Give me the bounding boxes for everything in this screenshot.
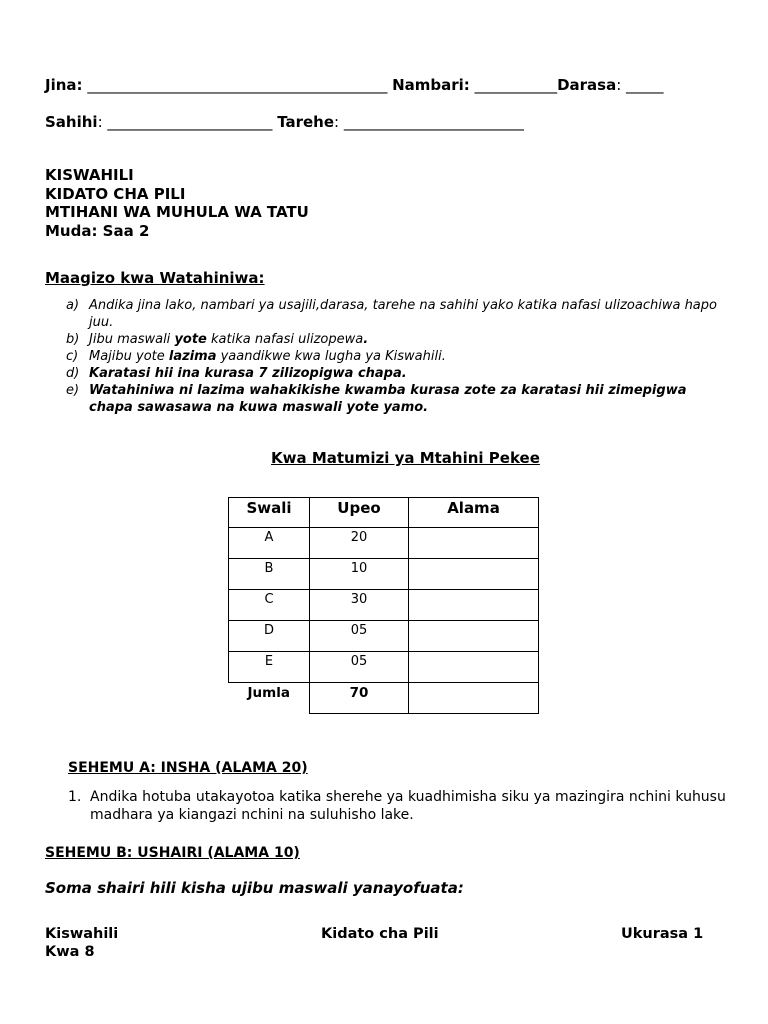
- alama-cell[interactable]: [409, 652, 539, 683]
- instruction-emphasis: .: [363, 332, 369, 347]
- instruction-item: [66, 365, 726, 382]
- total-value: 70: [310, 683, 409, 714]
- swali-cell: E: [229, 652, 310, 683]
- section-b-heading: SEHEMU B: USHAIRI (ALAMA 10): [45, 845, 300, 861]
- form-title: KIDATO CHA PILI: [45, 184, 186, 203]
- section-b-instruction: Soma shairi hili kisha ujibu maswali yanayofuata:: [45, 879, 464, 897]
- section-a-heading: SEHEMU A: INSHA (ALAMA 20): [68, 760, 308, 776]
- upeo-cell: 10: [310, 559, 409, 590]
- table-row: [229, 590, 539, 621]
- nambari-field[interactable]: ___________: [474, 76, 558, 94]
- section-a-question: [68, 788, 728, 824]
- instruction-marker: b): [66, 332, 80, 347]
- swali-cell: B: [229, 559, 310, 590]
- instruction-text-part: Majibu yote: [89, 349, 169, 364]
- instruction-marker: a): [66, 298, 80, 313]
- instruction-item: [66, 331, 726, 348]
- instruction-text: Karatasi hii ina kurasa 7 zilizopigwa chapa.: [89, 366, 407, 381]
- instruction-item: [66, 382, 726, 416]
- column-header-alama: Alama: [409, 498, 539, 528]
- instruction-marker: e): [66, 383, 80, 398]
- tarehe-field[interactable]: : ________________________: [334, 113, 524, 131]
- time-allowed: Muda: Saa 2: [45, 221, 150, 240]
- swali-cell: D: [229, 621, 310, 652]
- instruction-text-part: yaandikwe kwa lugha ya Kiswahili.: [216, 349, 446, 364]
- total-label: Jumla: [247, 685, 290, 701]
- darasa-field[interactable]: : _____: [616, 76, 664, 94]
- instructions-heading: Maagizo kwa Watahiniwa:: [45, 269, 265, 287]
- instruction-text: Watahiniwa ni lazima wahakikishe kwamba kurasa zote za karatasi hii zimepigwa chapa sawasawa na kuwa maswali yote yamo.: [89, 383, 687, 415]
- footer-subject: Kiswahili: [45, 926, 119, 942]
- jina-label: Jina:: [45, 76, 83, 94]
- column-header-upeo: Upeo: [310, 498, 409, 528]
- instruction-text: [89, 348, 726, 365]
- footer-page-number: Ukurasa 1: [621, 926, 704, 942]
- instruction-emphasis: lazima: [168, 349, 217, 364]
- jina-field[interactable]: ________________________________________: [87, 76, 388, 94]
- footer-center: Kidato cha Pili: [321, 926, 439, 942]
- alama-cell[interactable]: [409, 528, 539, 559]
- alama-cell[interactable]: [409, 621, 539, 652]
- sahihi-field[interactable]: : ______________________: [97, 113, 273, 131]
- instruction-text-part: katika nafasi ulizopewa: [206, 332, 364, 347]
- subject-title: KISWAHILI: [45, 166, 134, 184]
- table-row: [229, 621, 539, 652]
- table-row: [229, 559, 539, 590]
- total-alama-cell[interactable]: [409, 683, 539, 714]
- exam-title-block: [45, 166, 309, 240]
- footer-left: [45, 925, 118, 961]
- instruction-text-part: Jibu maswali: [89, 332, 175, 347]
- upeo-cell: 20: [310, 528, 409, 559]
- header-line-2: [45, 113, 524, 131]
- header-line-1: [45, 76, 664, 94]
- sahihi-label: Sahihi: [45, 113, 98, 131]
- alama-cell[interactable]: [409, 559, 539, 590]
- darasa-label: Darasa: [557, 76, 617, 94]
- upeo-cell: 05: [310, 621, 409, 652]
- instruction-emphasis: yote: [174, 332, 207, 347]
- swali-cell: C: [229, 590, 310, 621]
- instructions-list: [66, 297, 726, 416]
- instruction-item: [66, 297, 726, 331]
- table-header-row: [229, 498, 539, 528]
- instruction-marker: d): [66, 366, 80, 381]
- upeo-cell: 05: [310, 652, 409, 683]
- table-total-row: [229, 683, 539, 714]
- footer-code: Kwa 8: [45, 944, 95, 960]
- table-row: [229, 528, 539, 559]
- examiner-heading: Kwa Matumizi ya Mtahini Pekee: [271, 449, 540, 467]
- swali-cell: A: [229, 528, 310, 559]
- instruction-item: [66, 348, 726, 365]
- instruction-text: [89, 331, 726, 348]
- exam-title: MTIHANI WA MUHULA WA TATU: [45, 203, 309, 221]
- nambari-label: Nambari:: [392, 76, 470, 94]
- tarehe-label: Tarehe: [277, 113, 335, 131]
- question-number: 1.: [68, 789, 82, 805]
- column-header-swali: Swali: [229, 498, 310, 528]
- marks-table: [228, 497, 539, 714]
- table-row: [229, 652, 539, 683]
- alama-cell[interactable]: [409, 590, 539, 621]
- upeo-cell: 30: [310, 590, 409, 621]
- instruction-marker: c): [66, 349, 79, 364]
- instruction-text: Andika jina lako, nambari ya usajili,darasa, tarehe na sahihi yako katika nafasi ulizoachiwa hapo juu.: [89, 298, 717, 330]
- question-text: Andika hotuba utakayotoa katika sherehe ya kuadhimisha siku ya mazingira nchini kuhusu madhara ya kiangazi nchini na suluhisho lake.: [90, 789, 726, 823]
